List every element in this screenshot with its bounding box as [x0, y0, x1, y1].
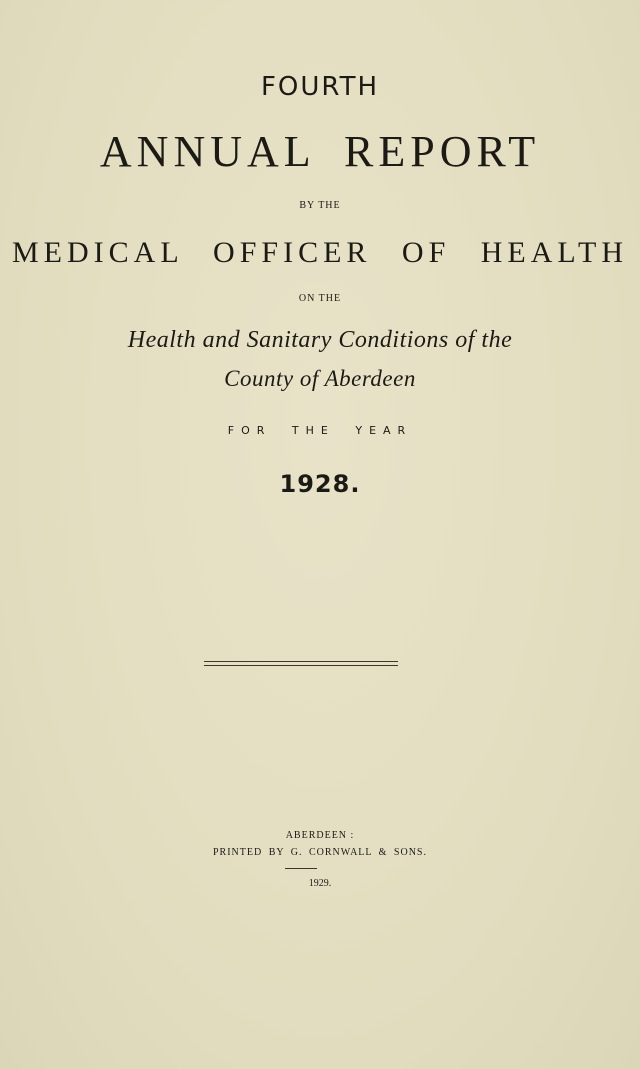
officer-title: MEDICAL OFFICER OF HEALTH [12, 236, 628, 269]
ordinal-heading: FOURTH [260, 72, 380, 102]
subject-line-2: County of Aberdeen [224, 366, 416, 391]
publication-year: 1929. [308, 878, 332, 889]
report-title: ANNUAL REPORT [99, 127, 541, 176]
report-year: 1928. [279, 470, 361, 498]
on-line: ON THE [298, 293, 342, 304]
divider-rule-top [204, 661, 398, 662]
divider-rule-bottom [204, 665, 398, 666]
imprint-place: ABERDEEN : [285, 830, 355, 841]
imprint-printer: PRINTED BY G. CORNWALL & SONS. [213, 847, 427, 858]
for-the-year-label: FOR THE YEAR [227, 424, 413, 437]
subject-line-1: Health and Sanitary Conditions of the [127, 327, 513, 353]
by-line: BY THE [299, 200, 341, 211]
imprint-rule [285, 868, 317, 869]
